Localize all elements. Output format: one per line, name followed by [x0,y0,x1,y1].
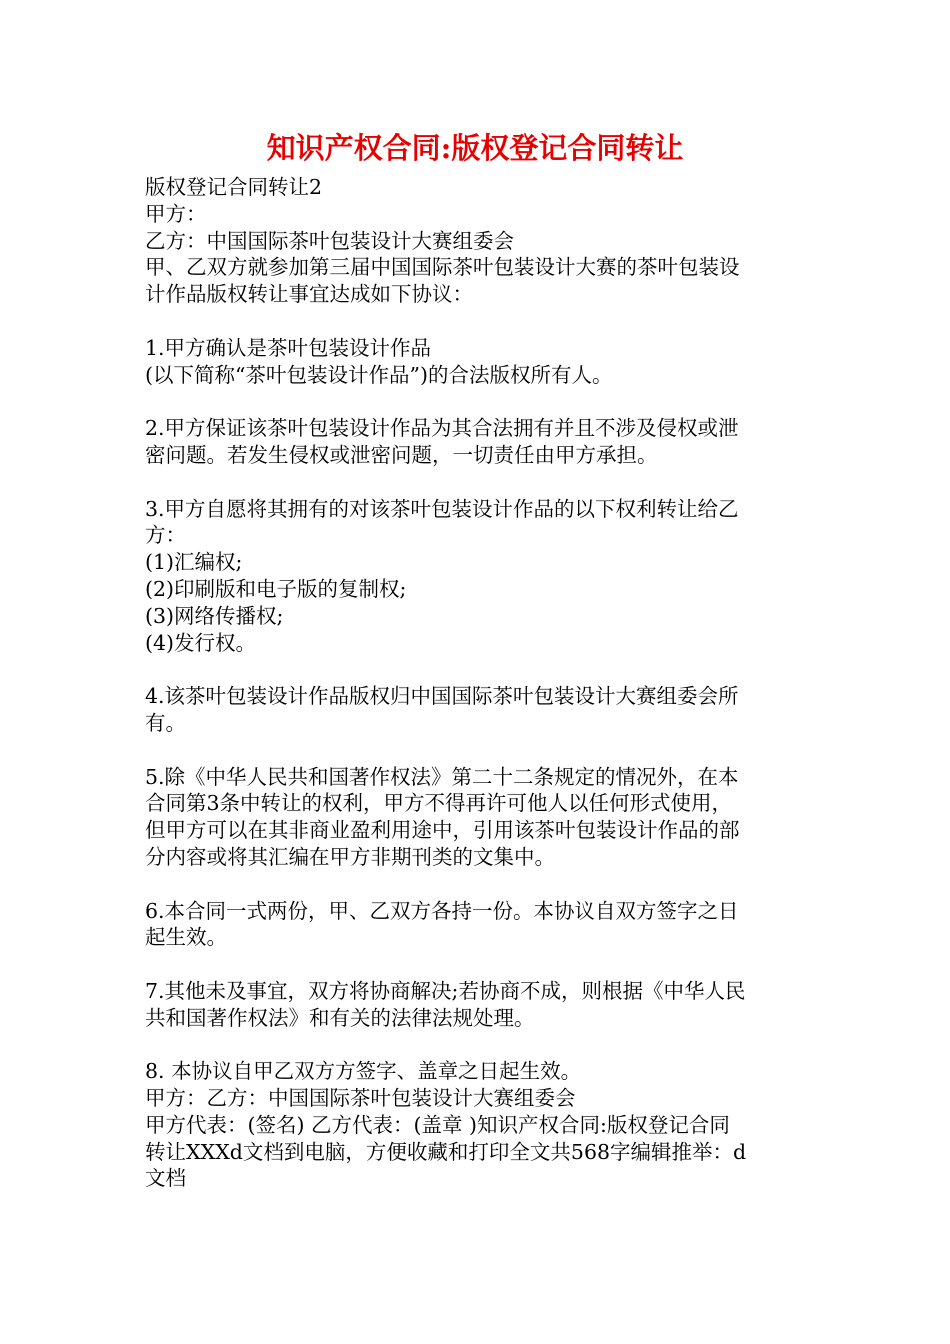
body-line: (1)汇编权; [145,550,243,575]
blank-line [145,1032,810,1059]
blank-line [145,469,810,496]
body-line: 7.其他未及事宜，双方将协商解决;若协商不成，则根据《中华人民 [145,978,746,1003]
body-line: 2.甲方保证该茶叶包装设计作品为其合法拥有并且不涉及侵权或泄 [145,416,739,441]
body-line: 分内容或将其汇编在甲方非期刊类的文集中。 [145,844,555,869]
body-line: 文档 [145,1166,186,1191]
blank-line [145,388,810,415]
body-line: 乙方：中国国际茶叶包装设计大赛组委会 [145,228,514,253]
blank-line [145,737,810,764]
body-line: 但甲方可以在其非商业盈利用途中，引用该茶叶包装设计作品的部 [145,818,740,843]
body-line: 甲方： [145,201,207,226]
body-line: 1.甲方确认是茶叶包装设计作品 [145,335,432,360]
document-body [145,174,810,1192]
blank-line [145,656,810,683]
body-line: 起生效。 [145,925,227,950]
body-line: 4.该茶叶包装设计作品版权归中国国际茶叶包装设计大赛组委会所 [145,684,739,709]
body-line: 3.甲方自愿将其拥有的对该茶叶包装设计作品的以下权利转让给乙 [145,496,739,521]
body-line: 8. 本协议自甲乙双方方签字、盖章之日起生效。 [145,1059,582,1084]
body-line: (以下简称“茶叶包装设计作品”)的合法版权所有人。 [145,362,613,387]
body-line: 甲方：乙方：中国国际茶叶包装设计大赛组委会 [145,1086,576,1111]
body-line: (2)印刷版和电子版的复制权; [145,576,407,601]
body-line: 共和国著作权法》和有关的法律法规处理。 [145,1005,535,1030]
body-line: 计作品版权转让事宜达成如下协议： [145,282,473,307]
blank-line [145,871,810,898]
body-line: 有。 [145,710,186,735]
blank-line [145,951,810,978]
body-line: 密问题。若发生侵权或泄密问题，一切责任由甲方承担。 [145,442,658,467]
body-line: (3)网络传播权; [145,603,284,628]
document-title: 知识产权合同:版权登记合同转让 [266,131,684,165]
blank-line [145,308,810,335]
body-line: 合同第3条中转让的权利，甲方不得再许可他人以任何形式使用， [145,791,733,816]
body-line: 转让XXXd文档到电脑，方便收藏和打印全文共568字编辑推举：d [145,1139,747,1164]
body-line: (4)发行权。 [145,630,257,655]
body-line: 方： [145,523,186,548]
body-line: 5.除《中华人民共和国著作权法》第二十二条规定的情况外，在本 [145,764,739,789]
body-line: 甲、乙双方就参加第三届中国国际茶叶包装设计大赛的茶叶包装设 [145,255,740,280]
body-line: 版权登记合同转让2 [145,175,323,199]
body-line: 6.本合同一式两份，甲、乙双方各持一份。本协议自双方签字之日 [145,898,739,923]
body-line: 甲方代表：(签名) 乙方代表：(盖章 )知识产权合同:版权登记合同 [145,1112,730,1137]
